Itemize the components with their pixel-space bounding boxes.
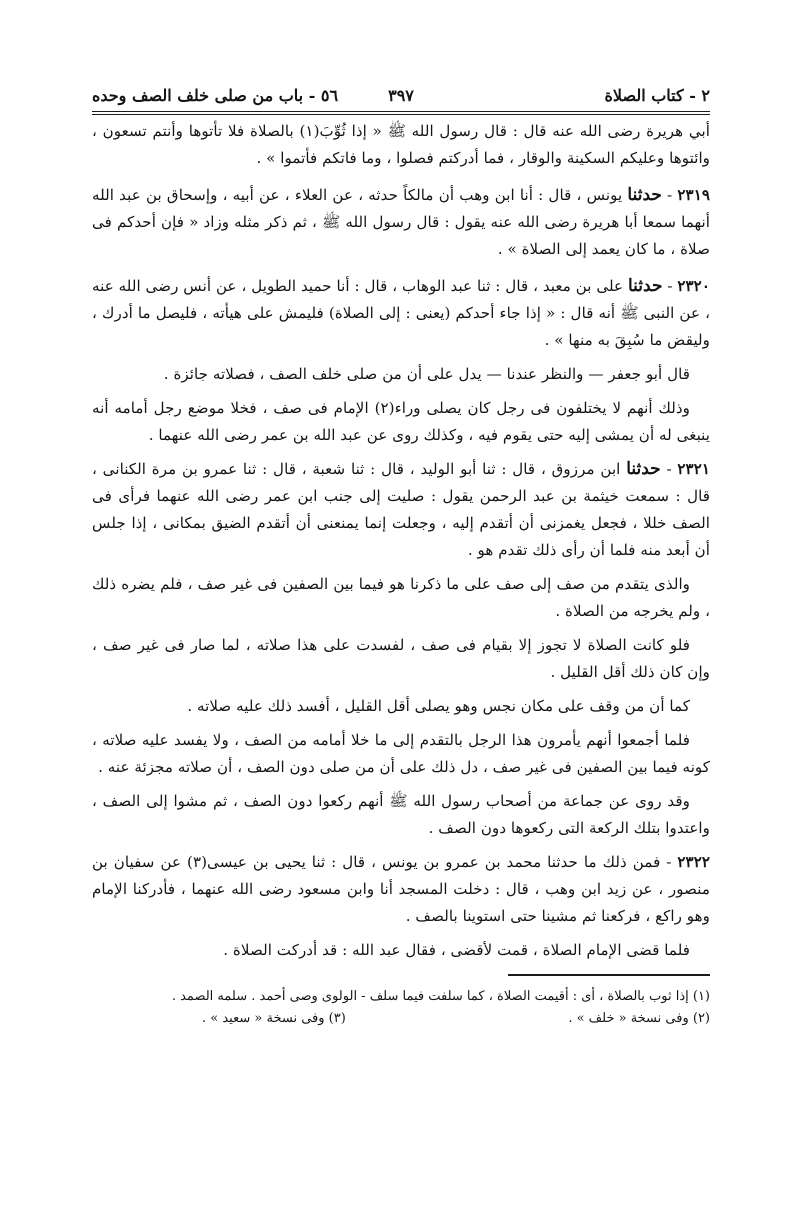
paragraph-text: قال أبو جعفر — والنظر عندنا — يدل على أن من صلى خلف الصف ، فصلاته جائزة . [163,365,690,383]
paragraph-text: فلما أجمعوا أنهم يأمرون هذا الرجل بالتقدم إلى ما خلا أمامه من الصف ، ولا يفسد عليه صلاته ، كونه فيما بين الصفين فى غير صف ، دل ذلك على أن من صلى دون الصف ، أن صلاته مجزئة عنه . [92,731,710,776]
paragraph-1 [92,118,710,172]
hadith-number: ٢٣١٩ [677,186,711,204]
paragraph-text: ابن مرزوق ، قال : ثنا أبو الوليد ، قال : ثنا شعبة ، قال : ثنا عمرو بن مرة الكنانى ، قال : سمعت خيثمة بن عبد الرحمن يقول : صليت إلى جنب ابن عمر رضى الله عنهما فرأى فى الصف خللا ، فجعل يغمزنى أن أتقدم إليه ، وجعلت إنما يمنعنى أن أتقدم الضيق بمكانى ، إذا جلس أن أبعد منه فلما أن رأى ذلك تقدم هو . [92,460,710,559]
paragraph-text: كما أن من وقف على مكان نجس وهو يصلى أقل القليل ، أفسد ذلك عليه صلاته . [187,697,690,715]
paragraph-commentary-5 [92,693,710,720]
paragraph-text: والذى يتقدم من صف إلى صف على ما ذكرنا هو فيما بين الصفين فى غير صف ، فلم يضره ذلك ، ولم يخرجه من الصلاة . [92,575,710,620]
header-rule [92,111,710,112]
footnote-1: (١) إذا ثوب بالصلاة ، أى : أقيمت الصلاة ، كما سلفت فيما سلف - الولوى وصى أحمد . سلمه الصمد . [171,989,710,1004]
hadith-marker: حدثنا [627,185,662,205]
paragraph-text: أبي هريرة رضى الله عنه قال : قال رسول الله ﷺ « إذا ثُوِّبَ(١) بالصلاة فلا تأتوها وأنتم تسعون ، وائتوها وعليكم السكينة والوقار ، فما أدركتم فصلوا ، وما فاتكم فأتموا » . [92,122,710,167]
footnote-2: (٢) وفى نسخة « خلف » . [568,1011,710,1026]
book-title: ٢ - كتاب الصلاة [604,86,710,105]
running-header [92,80,710,110]
footnote-row [92,1008,710,1030]
paragraph-commentary-3 [92,571,710,625]
hadith-number: ٢٣٢٢ [677,853,711,871]
paragraph-final [92,937,710,964]
paragraph-commentary-2 [92,395,710,449]
hadith-number: ٢٣٢١ [677,460,711,478]
paragraph-commentary-4 [92,632,710,686]
paragraph-text: فمن ذلك ما حدثنا محمد بن عمرو بن يونس ، قال : ثنا يحيى بن عيسى(٣) عن سفيان بن منصور ، عن زيد ابن وهب ، قال : دخلت المسجد أنا وابن مسعود رضى الله عنهما ، فأدركنا الإمام وهو راكع ، فركعنا ثم مشينا حتى استوينا بالصف . [92,853,710,925]
hadith-marker: حدثنا [626,459,661,479]
paragraph-commentary-7 [92,788,710,842]
paragraph-text: على بن معبد ، قال : ثنا عبد الوهاب ، قال : أنا حميد الطويل ، عن أنس رضى الله عنه ، عن النبى ﷺ أنه قال : « إذا جاء أحدكم (يعنى : إلى الصلاة) فليمش على هيأته ، فليصل ما أدرك ، وليقض ما سُبِقَ به منها » . [92,277,710,349]
hadith-2319: ٢٣١٩ - حدثنا يونس ، قال : أنا ابن وهب أن مالكاً حدثه ، عن العلاء ، عن أبيه ، وإسحاق بن عبد الله أنهما سمعا أبا هريرة رضى الله عنه يقول : قال رسول الله ﷺ ، ثم ذكر مثله وزاد « فإن أحدكم فى صلاة ، ما كان يعمد إلى الصلاة » . [92,185,711,258]
page-number: ٣٩٧ [388,86,414,105]
hadith-2321: ٢٣٢١ - حدثنا ابن مرزوق ، قال : ثنا أبو الوليد ، قال : ثنا شعبة ، قال : ثنا عمرو بن مرة الكنانى ، قال : سمعت خيثمة بن عبد الرحمن يقول : صليت إلى جنب ابن عمر رضى الله عنهما فرأى فى الصف خللا ، فجعل يغمزنى أن أتقدم إليه ، وجعلت إنما يمنعنى أن أتقدم الضيق بمكانى ، إذا جلس أن أبعد منه فلما أن رأى ذلك تقدم هو . [92,459,711,559]
hadith-2320: ٢٣٢٠ - حدثنا على بن معبد ، قال : ثنا عبد الوهاب ، قال : أنا حميد الطويل ، عن أنس رضى الله عنه ، عن النبى ﷺ أنه قال : « إذا جاء أحدكم (يعنى : إلى الصلاة) فليمش على هيأته ، فليصل ما أدرك ، وليقض ما سُبِقَ به منها » . [92,276,710,349]
footnote-3: (٣) وفى نسخة « سعيد » . [202,1011,346,1026]
paragraph-text: يونس ، قال : أنا ابن وهب أن مالكاً حدثه ، عن العلاء ، عن أبيه ، وإسحاق بن عبد الله أنهما سمعا أبا هريرة رضى الله عنه يقول : قال رسول الله ﷺ ، ثم ذكر مثله وزاد « فإن أحدكم فى صلاة ، ما كان يعمد إلى الصلاة » . [92,186,710,258]
hadith-2322: ٢٣٢٢ - فمن ذلك ما حدثنا محمد بن عمرو بن يونس ، قال : ثنا يحيى بن عيسى(٣) عن سفيان بن منصور ، عن زيد ابن وهب ، قال : دخلت المسجد أنا وابن مسعود رضى الله عنهما ، فأدركنا الإمام وهو راكع ، فركعنا ثم مشينا حتى استوينا بالصف . [92,853,711,925]
footnote-rule [508,974,710,976]
footnotes [92,986,710,1030]
paragraph-commentary-6 [92,727,710,781]
chapter-title: ٥٦ - باب من صلى خلف الصف وحده [92,86,339,105]
main-text [92,118,710,971]
paragraph-text: وذلك أنهم لا يختلفون فى رجل كان يصلى وراء(٢) الإمام فى صف ، فخلا موضع رجل أمامه أنه ينبغى له أن يمشى إليه حتى يقوم فيه ، وكذلك روى عن عبد الله بن عمر رضى الله عنهما . [92,399,710,444]
hadith-marker: حدثنا [628,276,663,296]
paragraph-text: فلو كانت الصلاة لا تجوز إلا بقيام فى صف ، لفسدت على هذا صلاته ، لما صار فى غير صف ، وإن كان ذلك أقل القليل . [92,636,710,681]
hadith-number: ٢٣٢٠ [677,277,710,295]
paragraph-commentary-1 [92,361,710,388]
header-rule-double [92,114,710,115]
paragraph-text: فلما قضى الإمام الصلاة ، قمت لأقضى ، فقال عبد الله : قد أدركت الصلاة . [223,941,690,959]
paragraph-text: وقد روى عن جماعة من أصحاب رسول الله ﷺ أنهم ركعوا دون الصف ، ثم مشوا إلى الصف ، واعتدوا بتلك الركعة التى ركعوها دون الصف . [92,792,710,837]
